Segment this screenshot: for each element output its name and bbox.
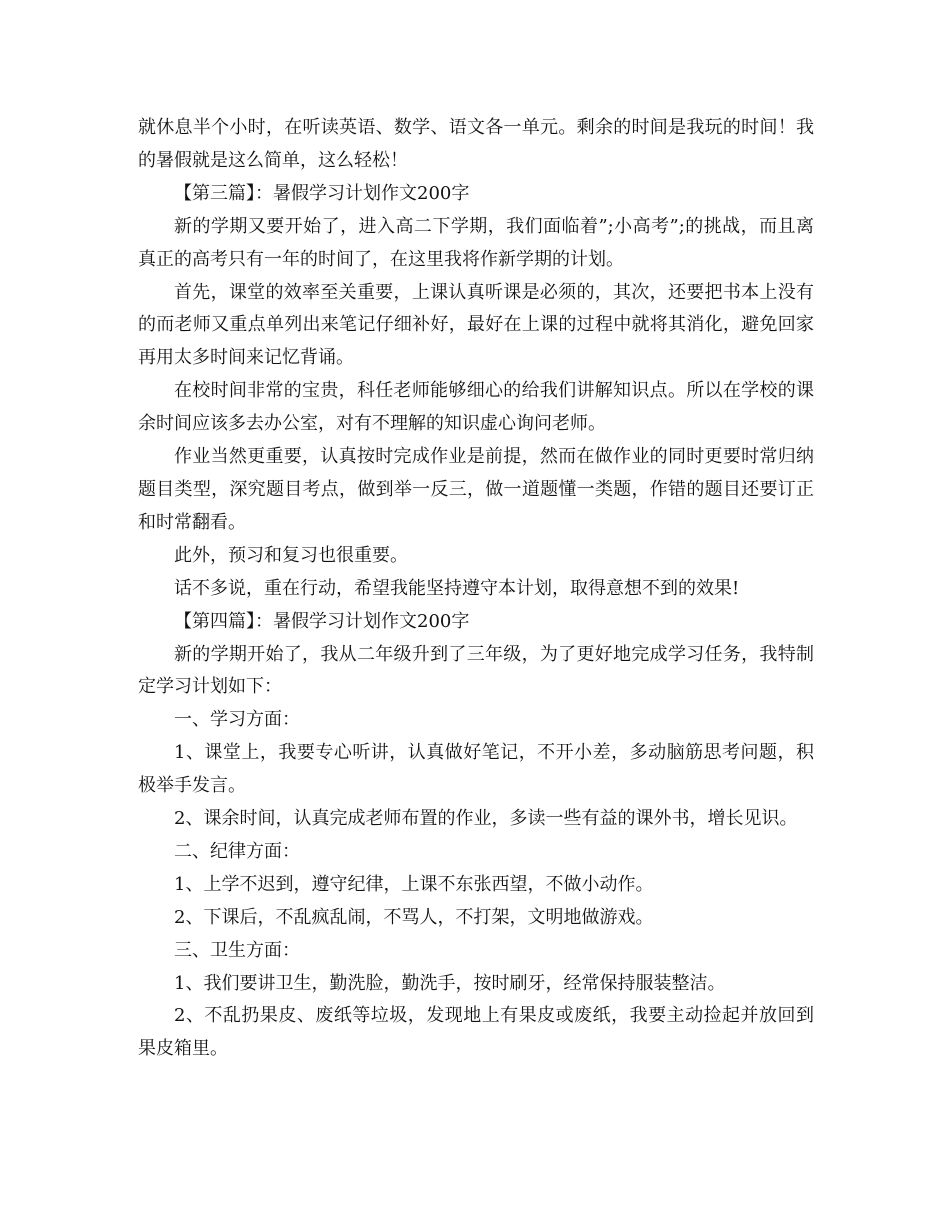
list-item: 1、课堂上，我要专心听讲，认真做好笔记，不开小差，多动脑筋思考问题，积极举手发言。 [138,742,814,797]
paragraph: 话不多说，重在行动，希望我能坚持遵守本计划，取得意想不到的效果! [174,577,740,599]
paragraph: 首先，课堂的效率至关重要，上课认真听课是必须的，其次，还要把书本上没有的而老师又重点单列出来笔记仔细补好，最好在上课的过程中就将其消化，避免回家再用太多时间来记忆背诵。 [138,281,814,369]
list-item: 1、上学不迟到，遵守纪律，上课不东张西望，不做小动作。 [174,873,654,895]
paragraph: 新的学期又要开始了，进入高二下学期，我们面临着”;小高考”;的挑战，而且离真正的高考只有一年的时间了，在这里我将作新学期的计划。 [138,215,814,270]
paragraph: 在校时间非常的宝贵，科任老师能够细心的给我们讲解知识点。所以在学校的课余时间应该多去办公室，对有不理解的知识虚心询问老师。 [138,380,814,435]
document-body [138,112,814,1066]
paragraph: 新的学期开始了，我从二年级升到了三年级，为了更好地完成学习任务，我特制定学习计划如下： [138,643,814,698]
subheading: 三、卫生方面： [174,939,300,961]
paragraph: 此外，预习和复习也很重要。 [174,544,408,566]
list-item: 2、不乱扔果皮、废纸等垃圾，发现地上有果皮或废纸，我要主动捡起并放回到果皮箱里。 [138,1005,814,1060]
subheading: 一、学习方面： [174,709,300,731]
subheading: 二、纪律方面： [174,840,300,862]
section-heading: 【第三篇】：暑假学习计划作文200字 [174,182,470,204]
list-item: 2、课余时间，认真完成老师布置的作业，多读一些有益的课外书，增长见识。 [174,808,798,830]
paragraph: 就休息半个小时，在听读英语、数学、语文各一单元。剩余的时间是我玩的时间！我的暑假就是这么简单，这么轻松！ [138,117,814,171]
list-item: 2、下课后，不乱疯乱闹，不骂人，不打架，文明地做游戏。 [174,906,654,928]
section-heading: 【第四篇】：暑假学习计划作文200字 [174,610,470,632]
list-item: 1、我们要讲卫生，勤洗脸，勤洗手，按时刷牙，经常保持服装整洁。 [174,972,726,994]
paragraph: 作业当然更重要，认真按时完成作业是前提，然而在做作业的同时更要时常归纳题目类型，深究题目考点，做到举一反三，做一道题懂一类题，作错的题目还要订正和时常翻看。 [138,446,814,533]
